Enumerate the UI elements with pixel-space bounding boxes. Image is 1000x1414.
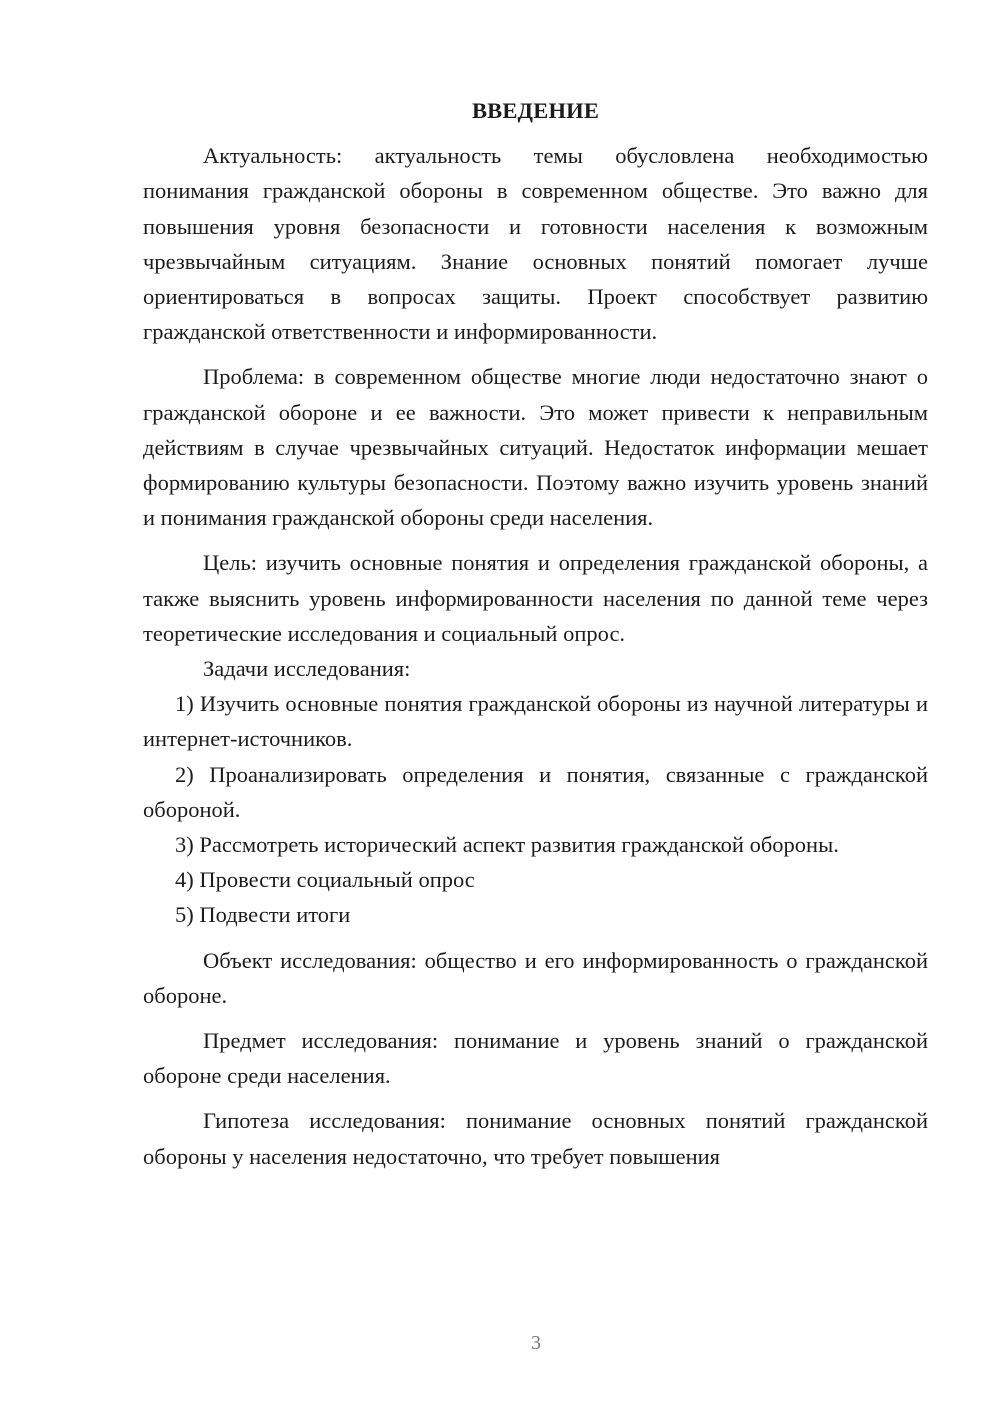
task-item-4: 4) Провести социальный опрос — [175, 867, 475, 893]
task-item-5: 5) Подвести итоги — [175, 902, 351, 928]
task-item-3: 3) Рассмотреть исторический аспект развития гражданской обороны. — [175, 832, 839, 858]
section-title: ВВЕДЕНИЕ — [471, 98, 600, 123]
task-item-2: 2) Проанализировать определения и понятия, связанные с гражданской обороной. — [143, 761, 928, 822]
paragraph-object: Объект исследования: общество и его информированность о гражданской обороне. — [143, 947, 928, 1008]
tasks-label: Задачи исследования: — [203, 656, 411, 682]
page-number: 3 — [531, 1332, 541, 1354]
paragraph-problem: Проблема: в современном обществе многие люди недостаточно знают о гражданской обороне и ее важности. Это может привести к неправильным действиям в случае чрезвычайных ситуаций. Недостаток информации мешает формированию культуры безопасности. Поэтому важно изучить уровень знаний и понимания гражданской обороны среди населения. — [143, 364, 928, 531]
page-content — [143, 93, 928, 1174]
paragraph-subject: Предмет исследования: понимание и уровень знаний о гражданской обороне среди населения. — [143, 1028, 928, 1089]
paragraph-hypothesis: Гипотеза исследования: понимание основных понятий гражданской обороны у населения недостаточно, что требует повышения — [143, 1108, 928, 1169]
paragraph-goal: Цель: изучить основные понятия и определения гражданской обороны, а также выяснить уровень информированности населения по данной теме через теоретические исследования и социальный опрос. — [143, 550, 928, 646]
task-item-1: 1) Изучить основные понятия гражданской обороны из научной литературы и интернет-источников. — [143, 691, 928, 752]
paragraph-relevance: Актуальность: актуальность темы обусловлена необходимостью понимания гражданской обороны в современном обществе. Это важно для повышения уровня безопасности и готовности населения к возможным чрезвычайным ситуациям. Знание основных понятий помогает лучше ориентироваться в вопросах защиты. Проект способствует развитию гражданской ответственности и информированности. — [143, 143, 928, 345]
